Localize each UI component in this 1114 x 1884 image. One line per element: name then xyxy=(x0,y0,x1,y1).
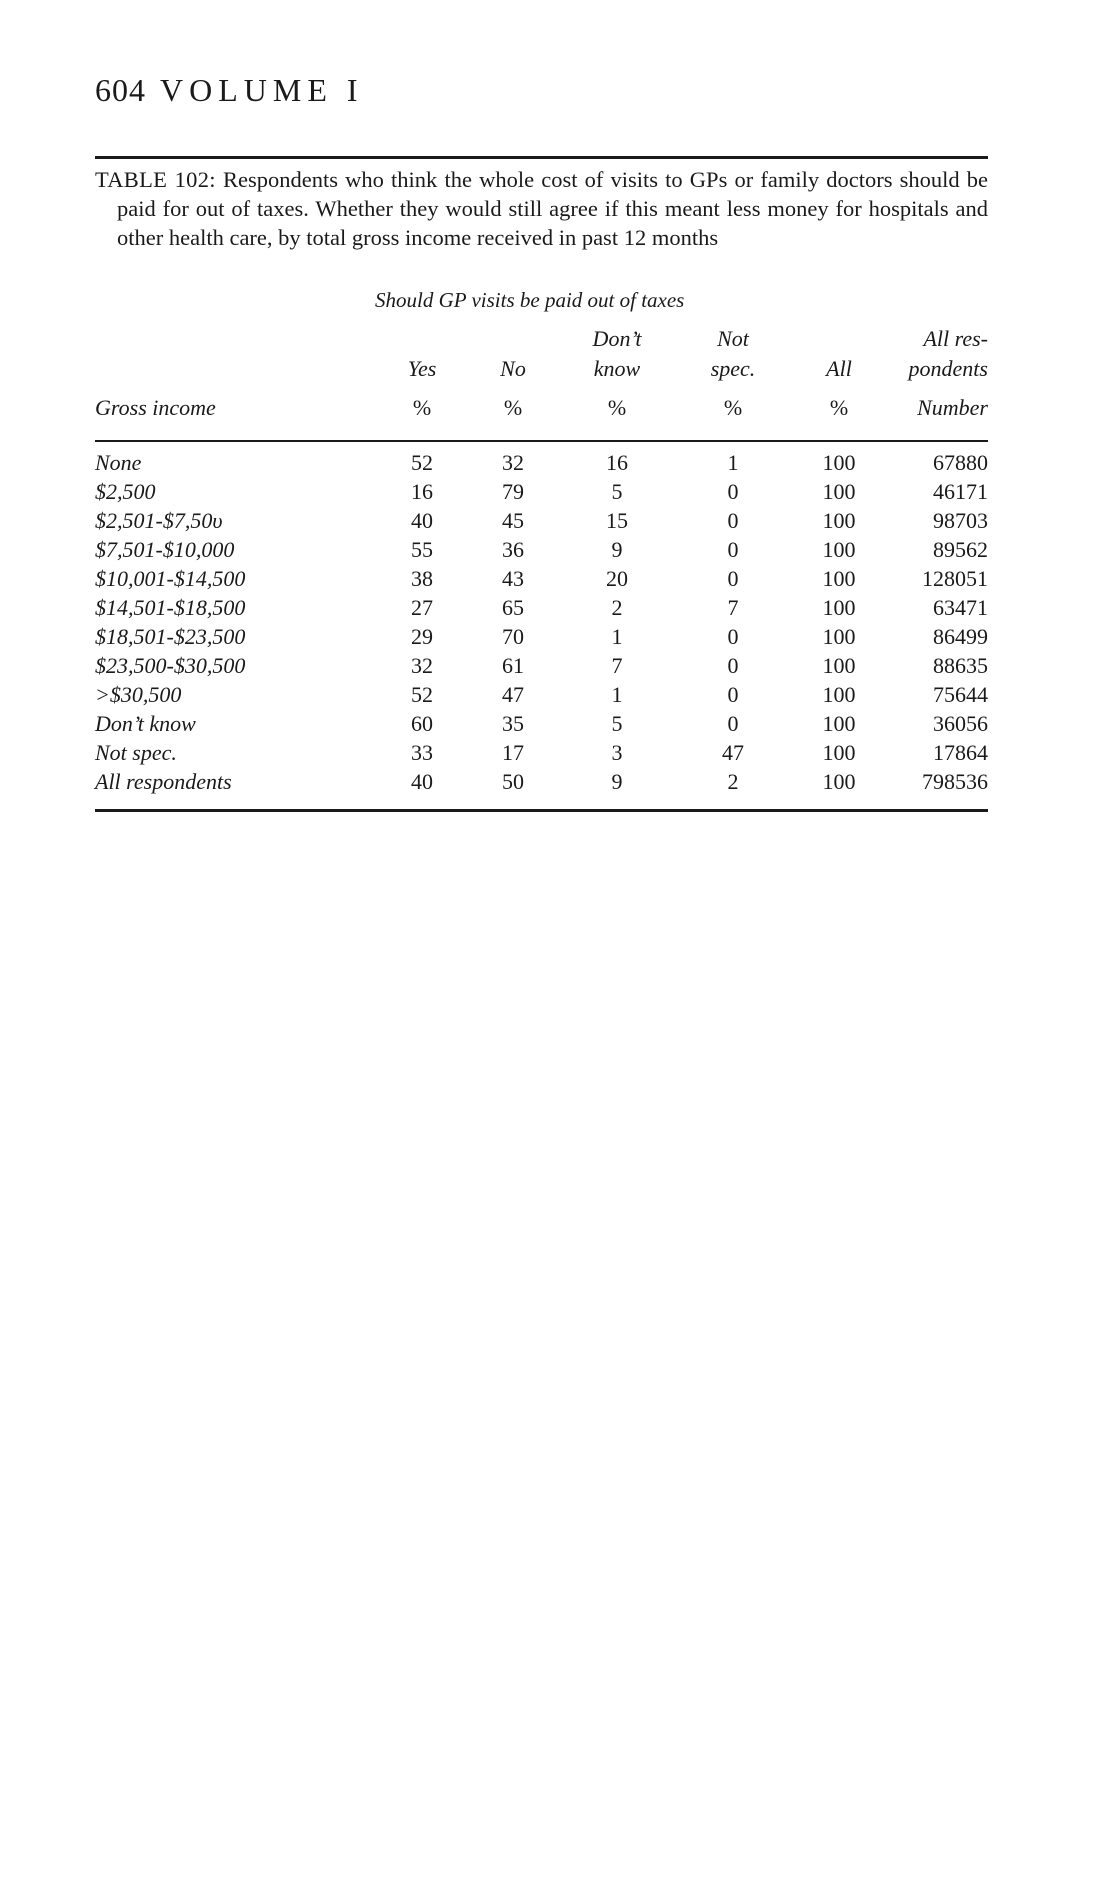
dont-know-cell: 3 xyxy=(611,740,623,765)
volume-label: VOLUME I xyxy=(160,72,364,108)
table-row xyxy=(95,767,988,796)
number-cell: 63471 xyxy=(933,595,988,620)
number-cell: 98703 xyxy=(933,508,988,533)
all-cell: 100 xyxy=(822,566,856,591)
all-cell: 100 xyxy=(822,508,856,533)
number-cell: 46171 xyxy=(933,479,988,504)
yes-cell: 55 xyxy=(411,537,433,562)
row-label: Don’t know xyxy=(95,711,196,736)
header-all-respondents-line1: All res- xyxy=(923,326,988,351)
header-all: All xyxy=(826,356,852,381)
yes-cell: 52 xyxy=(411,682,433,707)
row-label: $18,501-$23,500 xyxy=(95,624,246,649)
header-gross-income: Gross income xyxy=(95,395,216,420)
table-top-rule xyxy=(95,156,988,159)
yes-cell: 52 xyxy=(411,450,433,475)
not-spec-cell: 0 xyxy=(727,711,739,736)
header-not-spec-line1: Not xyxy=(717,326,749,351)
number-cell: 75644 xyxy=(933,682,988,707)
table-row xyxy=(95,477,988,506)
table-row xyxy=(95,738,988,767)
not-spec-cell: 0 xyxy=(727,479,739,504)
row-label: $2,500 xyxy=(95,479,156,504)
number-cell: 89562 xyxy=(933,537,988,562)
row-label: $23,500-$30,500 xyxy=(95,653,246,678)
table-row xyxy=(95,535,988,564)
not-spec-cell: 47 xyxy=(722,740,744,765)
yes-cell: 27 xyxy=(411,595,433,620)
table-row xyxy=(95,593,988,622)
yes-cell: 33 xyxy=(411,740,433,765)
page-header xyxy=(95,72,364,109)
yes-cell: 29 xyxy=(411,624,433,649)
all-cell: 100 xyxy=(822,740,856,765)
all-cell: 100 xyxy=(822,624,856,649)
no-cell: 45 xyxy=(502,508,524,533)
table-bottom-rule xyxy=(95,809,988,812)
no-cell: 35 xyxy=(502,711,524,736)
dont-know-cell: 9 xyxy=(611,537,623,562)
all-cell: 100 xyxy=(822,537,856,562)
table-caption xyxy=(95,165,988,252)
no-cell: 17 xyxy=(502,740,524,765)
yes-cell: 38 xyxy=(411,566,433,591)
header-no-unit: % xyxy=(503,395,523,420)
row-label: $14,501-$18,500 xyxy=(95,595,246,620)
table-row xyxy=(95,448,988,477)
yes-cell: 60 xyxy=(411,711,433,736)
column-spanner-heading: Should GP visits be paid out of taxes xyxy=(375,288,685,312)
dont-know-cell: 5 xyxy=(611,479,623,504)
table-number: TABLE 102: xyxy=(95,167,216,192)
row-label: All respondents xyxy=(95,769,232,794)
yes-cell: 32 xyxy=(411,653,433,678)
no-cell: 61 xyxy=(502,653,524,678)
dont-know-cell: 1 xyxy=(611,682,623,707)
row-label: >$30,500 xyxy=(95,682,182,707)
number-cell: 17864 xyxy=(933,740,988,765)
no-cell: 36 xyxy=(502,537,524,562)
no-cell: 50 xyxy=(502,769,524,794)
header-not-spec-line2: spec. xyxy=(710,356,756,381)
not-spec-cell: 2 xyxy=(727,769,739,794)
header-yes: Yes xyxy=(407,356,437,381)
all-cell: 100 xyxy=(822,682,856,707)
table-row xyxy=(95,709,988,738)
not-spec-cell: 0 xyxy=(727,682,739,707)
row-label: $7,501-$10,000 xyxy=(95,537,235,562)
header-not-spec-unit: % xyxy=(723,395,743,420)
header-dont-know-line2: know xyxy=(593,356,641,381)
dont-know-cell: 15 xyxy=(606,508,628,533)
dont-know-cell: 20 xyxy=(606,566,628,591)
number-cell: 36056 xyxy=(933,711,988,736)
header-number-unit: Number xyxy=(917,395,988,420)
header-yes-unit: % xyxy=(412,395,432,420)
table-row xyxy=(95,564,988,593)
header-all-respondents-line2: pondents xyxy=(908,356,988,381)
table-caption-text: Respondents who think the whole cost of visits to GPs or family doctors should be paid for out of taxes. Whether they would still agree if this meant less money for hospitals and other health care, by total gross income received in past 12 months xyxy=(117,167,989,250)
table-row xyxy=(95,651,988,680)
row-label: $2,501-$7,50υ xyxy=(95,508,223,533)
number-cell: 88635 xyxy=(933,653,988,678)
all-cell: 100 xyxy=(822,595,856,620)
table-row xyxy=(95,506,988,535)
not-spec-cell: 0 xyxy=(727,508,739,533)
header-dont-know-unit: % xyxy=(607,395,627,420)
yes-cell: 40 xyxy=(411,508,433,533)
number-cell: 67880 xyxy=(933,450,988,475)
not-spec-cell: 1 xyxy=(727,450,739,475)
yes-cell: 16 xyxy=(411,479,433,504)
no-cell: 43 xyxy=(502,566,524,591)
dont-know-cell: 16 xyxy=(606,450,628,475)
dont-know-cell: 9 xyxy=(611,769,623,794)
table-body xyxy=(95,448,988,796)
number-cell: 86499 xyxy=(933,624,988,649)
no-cell: 32 xyxy=(502,450,524,475)
yes-cell: 40 xyxy=(411,769,433,794)
data-table xyxy=(95,448,988,796)
all-cell: 100 xyxy=(822,711,856,736)
not-spec-cell: 0 xyxy=(727,624,739,649)
no-cell: 70 xyxy=(502,624,524,649)
not-spec-cell: 0 xyxy=(727,537,739,562)
header-all-unit: % xyxy=(829,395,849,420)
number-cell: 798536 xyxy=(922,769,988,794)
no-cell: 79 xyxy=(502,479,524,504)
number-cell: 128051 xyxy=(922,566,988,591)
page-number: 604 xyxy=(95,72,146,108)
row-label: Not spec. xyxy=(95,740,177,765)
all-cell: 100 xyxy=(822,450,856,475)
header-rule xyxy=(95,440,988,442)
not-spec-cell: 0 xyxy=(727,653,739,678)
row-label: None xyxy=(95,450,142,475)
no-cell: 47 xyxy=(502,682,524,707)
all-cell: 100 xyxy=(822,769,856,794)
all-cell: 100 xyxy=(822,653,856,678)
dont-know-cell: 5 xyxy=(611,711,623,736)
not-spec-cell: 0 xyxy=(727,566,739,591)
dont-know-cell: 2 xyxy=(611,595,623,620)
not-spec-cell: 7 xyxy=(727,595,739,620)
table-row xyxy=(95,622,988,651)
row-label: $10,001-$14,500 xyxy=(95,566,246,591)
dont-know-cell: 1 xyxy=(611,624,623,649)
table-row xyxy=(95,680,988,709)
dont-know-cell: 7 xyxy=(611,653,623,678)
all-cell: 100 xyxy=(822,479,856,504)
header-dont-know-line1: Don’t xyxy=(592,326,642,351)
header-no: No xyxy=(500,356,526,381)
no-cell: 65 xyxy=(502,595,524,620)
